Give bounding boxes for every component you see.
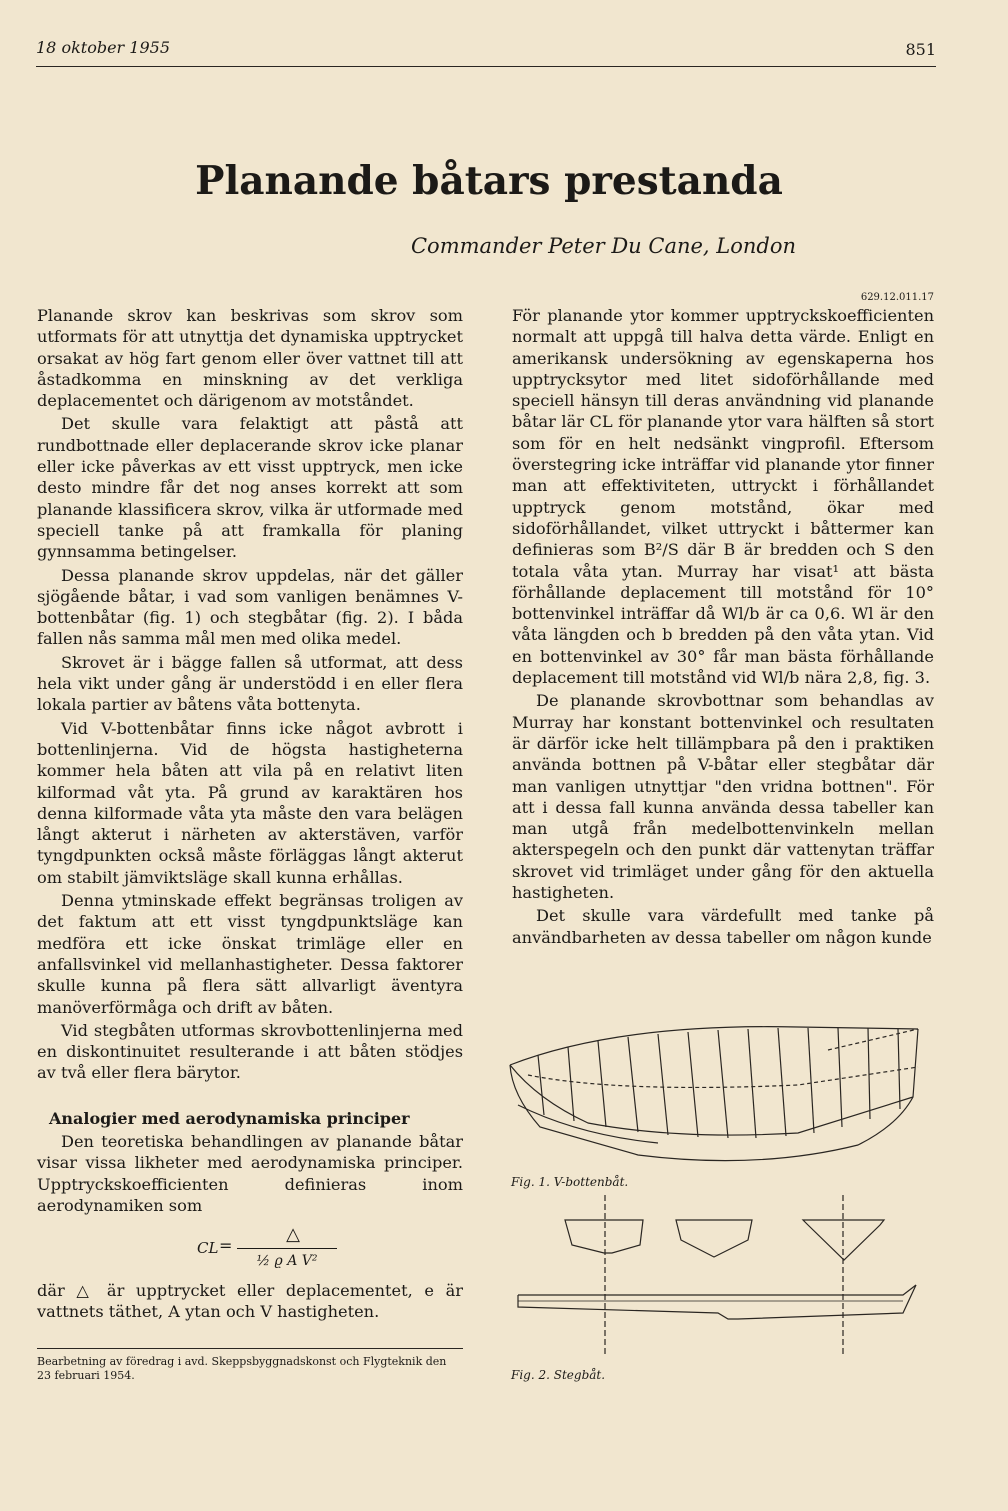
- v-bottom-boat-drawing: [498, 1005, 948, 1170]
- figure-2-caption: Fig. 2. Stegbåt.: [511, 1368, 606, 1382]
- right-column: [512, 291, 934, 950]
- paragraph: För planande ytor kommer upptryckskoefficienten normalt att uppgå till halva detta värde. Enligt en amerikansk undersökning av egenskaperna hos upptrycksytor med litet sidoförhållande med speciell hänsyn till deras användning vid planande båtar lär CL för planande ytor vara hälften så stort som för en helt nedsänkt vingprofil. Eftersom överstegring icke inträffar vid planande ytor finner man att effektiviteten, uttryckt i förhållandet upptryck genom motstånd, ökar med sidoförhållandet, vilket uttryckt i båttermer kan definieras som B²/S där B är bredden och S den totala våta ytan. Murray har visat¹ att bästa förhållande deplacement till motstånd för 10° bottenvinkel inträffar då Wl/b är ca 0,6. Wl är den våta längden och b bredden på den våta ytan. Vid en bottenvinkel av 30° får man bästa förhållande deplacement till motstånd vid Wl/b nära 2,8, fig. 3.: [512, 306, 934, 688]
- article-author: Commander Peter Du Cane, London: [410, 234, 796, 258]
- footnote: Bearbetning av föredrag i avd. Skeppsbyggnadskonst och Flygteknik den 23 februari 1954.: [37, 1348, 463, 1383]
- paragraph: Den teoretiska behandlingen av planande båtar visar vissa likheter med aerodynamiska principer. Upptryckskoefficienten definieras inom aerodynamiken som: [37, 1131, 463, 1215]
- classification-number: 629.12.011.17: [860, 292, 934, 303]
- left-column: [37, 305, 463, 1325]
- formula-equals: =: [219, 1236, 233, 1256]
- stepped-boat-drawing: [508, 1195, 928, 1355]
- paragraph: där △ är upptrycket eller deplacementet, e är vattnets täthet, A ytan och V hastigheten.: [37, 1281, 463, 1322]
- formula-lhs: CL: [197, 1239, 219, 1258]
- paragraph: De planande skrovbottnar som behandlas av Murray har konstant bottenvinkel och resultaten är därför icke helt tillämpbara på den i praktiken använda bottnen på V-båtar eller stegbåtar där man vanligen utnyttjar "den vridna bottnen". För att i dessa fall kunna använda dessa tabeller kan man utgå från medelbottenvinkeln mellan akterspegeln och den punkt där vattenytan träffar skrovet vid trimläget under gång för den aktuella hastigheten.: [512, 691, 934, 903]
- header-date: 18 oktober 1955: [36, 38, 170, 57]
- figure-1-caption: Fig. 1. V-bottenbåt.: [511, 1175, 629, 1189]
- page-number: 851: [905, 40, 936, 59]
- section-heading: Analogier med aerodynamiska principer: [49, 1108, 410, 1128]
- paragraph: Vid stegbåten utformas skrovbottenlinjerna med en diskontinuitet resulterande i att båten stödjes av två eller flera bärytor.: [37, 1020, 463, 1083]
- paragraph: Planande skrov kan beskrivas som skrov som utformats för att utnyttja det dynamiska upptrycket orsakat av hög fart genom eller över vattnet till att åstadkomma en minskning av det verkliga deplacementet och därigenom av motståndet.: [37, 306, 463, 411]
- paragraph: Vid V-bottenbåtar finns icke något avbrott i bottenlinjerna. Vid de högsta hastigheterna kommer hela båten att vila på en relativt liten kilformad våt yta. På grund av karaktären hos denna kilformade våta yta måste den vara belägen långt akterut i närheten av akterstäven, varför tyngdpunkten också måste förläggas långt akterut om stabilt jämviktsläge skall kunna erhållas.: [37, 718, 463, 887]
- article-title: Planande båtars prestanda: [195, 158, 783, 204]
- paragraph: Dessa planande skrov uppdelas, när det gäller sjögående båtar, i vad som vanligen benämnes V-bottenbåtar (fig. 1) och stegbåtar (fig. 2). I båda fallen nås samma mål men med olika medel.: [37, 565, 463, 649]
- formula-denominator: ½ ϱ A V²: [256, 1253, 318, 1270]
- lift-coefficient-formula: [37, 1224, 463, 1274]
- fraction-bar: [237, 1248, 337, 1249]
- paragraph: Skrovet är i bägge fallen så utformat, att dess hela vikt under gång är understödd i en eller flera lokala partier av båtens våta bottenyta.: [37, 652, 463, 715]
- page-header: [36, 36, 936, 67]
- formula-numerator: △: [286, 1224, 300, 1246]
- paragraph: Det skulle vara värdefullt med tanke på användbarheten av dessa tabeller om någon kunde: [512, 906, 934, 947]
- paragraph: Det skulle vara felaktigt att påstå att rundbottnade eller deplacerande skrov icke planar eller icke påverkas av ett visst upptryck, men icke desto mindre får det nog anses korrekt att som planande klassificera skrov, vilka är utformade med speciell tanke på att framkalla för planing gynnsamma betingelser.: [37, 414, 463, 562]
- paragraph: Denna ytminskade effekt begränsas troligen av det faktum att ett visst tyngdpunktsläge kan medföra ett icke önskat trimläge eller en anfallsvinkel vid mellanhastigheter. Dessa faktorer skulle kunna på flera sätt allvarligt äventyra manöverförmåga och drift av båten.: [37, 891, 463, 1017]
